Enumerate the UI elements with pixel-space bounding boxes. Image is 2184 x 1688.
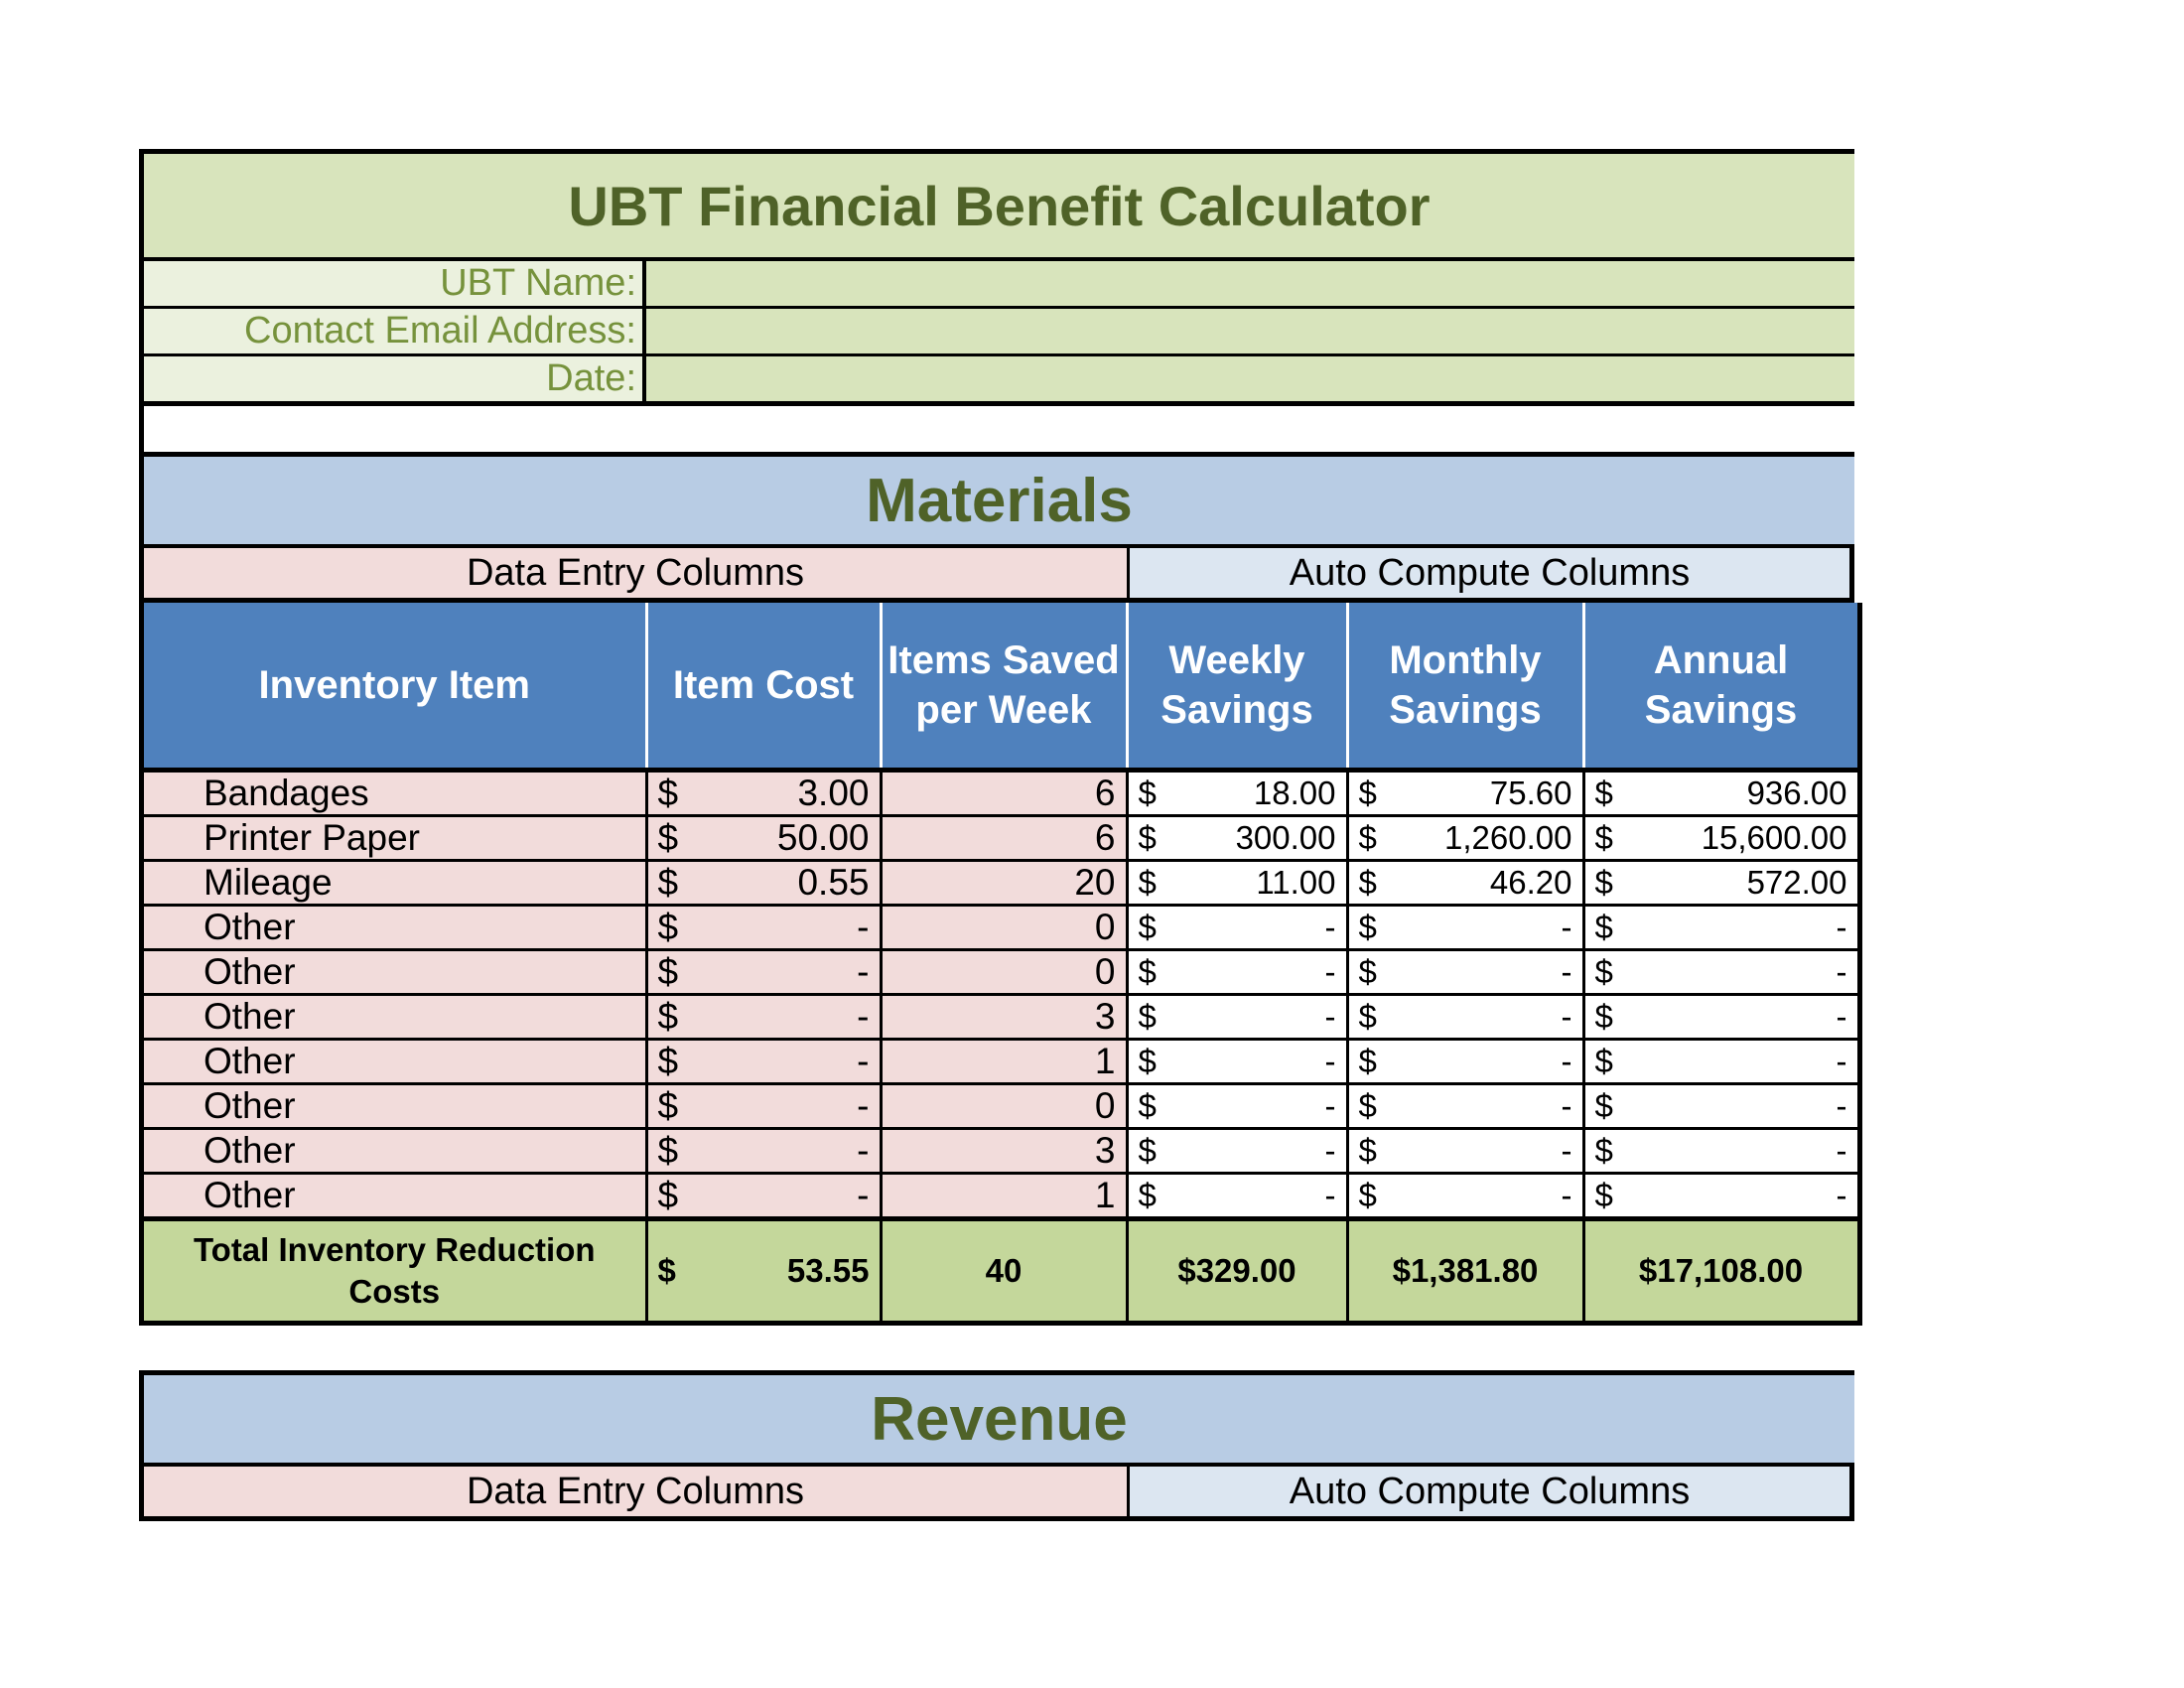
revenue-data-entry-label: Data Entry Columns bbox=[144, 1467, 1130, 1516]
auto-compute-columns-label: Auto Compute Columns bbox=[1130, 548, 1849, 598]
inventory-item-cell[interactable]: Other bbox=[144, 950, 646, 995]
currency-symbol: $ bbox=[1358, 1177, 1377, 1213]
annual-savings-cell-value: - bbox=[1836, 1087, 1847, 1124]
header-item-cost: Item Cost bbox=[646, 603, 881, 771]
total-weekly: $329.00 bbox=[1127, 1219, 1347, 1324]
info-value-field[interactable] bbox=[646, 309, 1854, 353]
info-value-field[interactable] bbox=[646, 356, 1854, 401]
currency-symbol: $ bbox=[1138, 774, 1157, 811]
currency-symbol: $ bbox=[657, 817, 679, 858]
header-monthly-savings: Monthly Savings bbox=[1347, 603, 1583, 771]
annual-savings-cell-value: - bbox=[1836, 1177, 1847, 1213]
annual-savings-cell-value: - bbox=[1836, 998, 1847, 1035]
table-row bbox=[144, 1129, 1859, 1174]
annual-savings-cell-value: 572.00 bbox=[1746, 864, 1847, 901]
weekly-savings-cell bbox=[1127, 771, 1347, 816]
total-annual: $17,108.00 bbox=[1583, 1219, 1859, 1324]
currency-symbol: $ bbox=[657, 1085, 679, 1126]
weekly-savings-cell-value: - bbox=[1324, 909, 1336, 945]
item-cost-cell-value: - bbox=[857, 1085, 870, 1126]
item-cost-cell[interactable] bbox=[646, 1129, 881, 1174]
weekly-savings-cell bbox=[1127, 906, 1347, 950]
items-saved-cell[interactable]: 1 bbox=[881, 1174, 1127, 1219]
annual-savings-cell bbox=[1583, 950, 1859, 995]
monthly-savings-cell-value: - bbox=[1561, 1177, 1572, 1213]
table-row bbox=[144, 1084, 1859, 1129]
inventory-item-cell[interactable]: Mileage bbox=[144, 861, 646, 906]
item-cost-cell[interactable] bbox=[646, 1174, 881, 1219]
materials-heading: Materials bbox=[144, 457, 1854, 548]
header-weekly-savings: Weekly Savings bbox=[1127, 603, 1347, 771]
total-row bbox=[144, 1219, 1859, 1324]
total-monthly: $1,381.80 bbox=[1347, 1219, 1583, 1324]
currency-symbol: $ bbox=[1138, 953, 1157, 990]
monthly-savings-cell-value: 75.60 bbox=[1489, 774, 1572, 811]
monthly-savings-cell bbox=[1347, 1174, 1583, 1219]
currency-symbol: $ bbox=[1138, 1132, 1157, 1169]
total-label: Total Inventory Reduction Costs bbox=[144, 1219, 646, 1324]
items-saved-cell[interactable]: 3 bbox=[881, 1129, 1127, 1174]
item-cost-cell-value: - bbox=[857, 1041, 870, 1081]
currency-symbol: $ bbox=[1594, 998, 1613, 1035]
weekly-savings-cell bbox=[1127, 1174, 1347, 1219]
currency-symbol: $ bbox=[1358, 864, 1377, 901]
column-group-row bbox=[144, 548, 1854, 603]
currency-symbol: $ bbox=[657, 1175, 679, 1215]
revenue-heading: Revenue bbox=[144, 1375, 1854, 1467]
monthly-savings-cell-value: - bbox=[1561, 1132, 1572, 1169]
currency-symbol: $ bbox=[657, 862, 679, 903]
currency-symbol: $ bbox=[657, 907, 679, 947]
weekly-savings-cell-value: 11.00 bbox=[1256, 864, 1336, 901]
annual-savings-cell-value: - bbox=[1836, 909, 1847, 945]
item-cost-cell[interactable] bbox=[646, 861, 881, 906]
info-label: UBT Name: bbox=[144, 261, 646, 306]
annual-savings-cell bbox=[1583, 995, 1859, 1040]
total-saved: 40 bbox=[881, 1219, 1127, 1324]
info-label: Contact Email Address: bbox=[144, 309, 646, 353]
monthly-savings-cell bbox=[1347, 1129, 1583, 1174]
table-row bbox=[144, 906, 1859, 950]
currency-symbol: $ bbox=[1358, 998, 1377, 1035]
header-inventory-item: Inventory Item bbox=[144, 603, 646, 771]
weekly-savings-cell bbox=[1127, 816, 1347, 861]
currency-symbol: $ bbox=[1594, 1043, 1613, 1079]
info-value-field[interactable] bbox=[646, 261, 1854, 306]
table-row bbox=[144, 1174, 1859, 1219]
monthly-savings-cell bbox=[1347, 906, 1583, 950]
currency-symbol: $ bbox=[1594, 953, 1613, 990]
monthly-savings-cell bbox=[1347, 995, 1583, 1040]
items-saved-cell[interactable]: 3 bbox=[881, 995, 1127, 1040]
annual-savings-cell bbox=[1583, 861, 1859, 906]
weekly-savings-cell-value: 18.00 bbox=[1253, 774, 1336, 811]
table-row bbox=[144, 816, 1859, 861]
info-row bbox=[144, 261, 1854, 309]
table-row bbox=[144, 861, 1859, 906]
item-cost-cell-value: - bbox=[857, 907, 870, 947]
currency-symbol: $ bbox=[1594, 774, 1613, 811]
inventory-item-cell[interactable]: Printer Paper bbox=[144, 816, 646, 861]
item-cost-cell[interactable] bbox=[646, 950, 881, 995]
monthly-savings-cell-value: 1,260.00 bbox=[1444, 819, 1572, 856]
items-saved-cell[interactable]: 0 bbox=[881, 906, 1127, 950]
weekly-savings-cell-value: - bbox=[1324, 1177, 1336, 1213]
weekly-savings-cell bbox=[1127, 950, 1347, 995]
materials-table bbox=[144, 603, 1862, 1326]
weekly-savings-cell-value: - bbox=[1324, 1043, 1336, 1079]
currency-symbol: $ bbox=[1138, 909, 1157, 945]
calculator-title: UBT Financial Benefit Calculator bbox=[144, 154, 1854, 261]
annual-savings-cell-value: - bbox=[1836, 1043, 1847, 1079]
annual-savings-cell bbox=[1583, 771, 1859, 816]
inventory-item-cell[interactable]: Other bbox=[144, 1040, 646, 1084]
title-block bbox=[139, 149, 1854, 406]
monthly-savings-cell-value: - bbox=[1561, 953, 1572, 990]
items-saved-cell[interactable]: 20 bbox=[881, 861, 1127, 906]
items-saved-cell[interactable]: 6 bbox=[881, 771, 1127, 816]
item-cost-cell-value: - bbox=[857, 996, 870, 1037]
weekly-savings-cell bbox=[1127, 1084, 1347, 1129]
currency-symbol: $ bbox=[657, 996, 679, 1037]
inventory-item-cell[interactable]: Bandages bbox=[144, 771, 646, 816]
info-fields bbox=[144, 261, 1854, 401]
currency-symbol: $ bbox=[1358, 819, 1377, 856]
currency-symbol: $ bbox=[657, 1130, 679, 1171]
monthly-savings-cell bbox=[1347, 1040, 1583, 1084]
monthly-savings-cell-value: - bbox=[1561, 998, 1572, 1035]
header-annual-savings: Annual Savings bbox=[1583, 603, 1859, 771]
item-cost-cell[interactable] bbox=[646, 816, 881, 861]
item-cost-cell[interactable] bbox=[646, 1084, 881, 1129]
currency-symbol: $ bbox=[1138, 1087, 1157, 1124]
revenue-auto-compute-label: Auto Compute Columns bbox=[1130, 1467, 1849, 1516]
header-items-saved: Items Saved per Week bbox=[881, 603, 1127, 771]
inventory-item-cell[interactable]: Other bbox=[144, 1084, 646, 1129]
items-saved-cell[interactable]: 6 bbox=[881, 816, 1127, 861]
currency-symbol: $ bbox=[1138, 1177, 1157, 1213]
currency-symbol: $ bbox=[1138, 998, 1157, 1035]
monthly-savings-cell-value: - bbox=[1561, 1043, 1572, 1079]
spreadsheet-sheet bbox=[139, 149, 1854, 1521]
inventory-item-cell[interactable]: Other bbox=[144, 906, 646, 950]
weekly-savings-cell bbox=[1127, 995, 1347, 1040]
monthly-savings-cell bbox=[1347, 861, 1583, 906]
currency-symbol: $ bbox=[1594, 819, 1613, 856]
annual-savings-cell bbox=[1583, 1174, 1859, 1219]
item-cost-cell-value: - bbox=[857, 1175, 870, 1215]
currency-symbol: $ bbox=[1358, 953, 1377, 990]
currency-symbol: $ bbox=[1594, 1177, 1613, 1213]
currency-symbol: $ bbox=[1358, 774, 1377, 811]
materials-header-row bbox=[144, 603, 1859, 771]
info-label: Date: bbox=[144, 356, 646, 401]
monthly-savings-cell-value: 46.20 bbox=[1489, 864, 1572, 901]
currency-symbol: $ bbox=[1358, 1043, 1377, 1079]
monthly-savings-cell bbox=[1347, 950, 1583, 995]
table-row bbox=[144, 1040, 1859, 1084]
currency-symbol: $ bbox=[1594, 1132, 1613, 1169]
currency-symbol: $ bbox=[1138, 1043, 1157, 1079]
table-row bbox=[144, 995, 1859, 1040]
currency-symbol: $ bbox=[1358, 1132, 1377, 1169]
item-cost-cell[interactable] bbox=[646, 1040, 881, 1084]
annual-savings-cell bbox=[1583, 906, 1859, 950]
revenue-column-group-row bbox=[144, 1467, 1854, 1521]
currency-symbol: $ bbox=[1358, 909, 1377, 945]
annual-savings-cell-value: 936.00 bbox=[1746, 774, 1847, 811]
monthly-savings-cell bbox=[1347, 771, 1583, 816]
annual-savings-cell-value: - bbox=[1836, 953, 1847, 990]
weekly-savings-cell-value: - bbox=[1324, 953, 1336, 990]
inventory-item-cell[interactable]: Other bbox=[144, 1174, 646, 1219]
items-saved-cell[interactable]: 1 bbox=[881, 1040, 1127, 1084]
annual-savings-cell-value: - bbox=[1836, 1132, 1847, 1169]
currency-symbol: $ bbox=[1594, 1087, 1613, 1124]
annual-savings-cell bbox=[1583, 1040, 1859, 1084]
item-cost-cell-value: 3.00 bbox=[797, 773, 870, 813]
item-cost-cell[interactable] bbox=[646, 771, 881, 816]
monthly-savings-cell-value: - bbox=[1561, 909, 1572, 945]
weekly-savings-cell bbox=[1127, 1040, 1347, 1084]
weekly-savings-cell bbox=[1127, 861, 1347, 906]
currency-symbol: $ bbox=[1358, 1087, 1377, 1124]
currency-symbol: $ bbox=[1138, 819, 1157, 856]
currency-symbol: $ bbox=[657, 773, 679, 813]
currency-symbol: $ bbox=[1594, 909, 1613, 945]
item-cost-cell-value: - bbox=[857, 1130, 870, 1171]
total-cost-cell bbox=[646, 1219, 881, 1324]
annual-savings-cell bbox=[1583, 1129, 1859, 1174]
info-row bbox=[144, 309, 1854, 356]
total-cost: 53.55 bbox=[786, 1252, 870, 1289]
inventory-item-cell[interactable]: Other bbox=[144, 995, 646, 1040]
table-row bbox=[144, 950, 1859, 995]
total-currency-symbol: $ bbox=[657, 1252, 676, 1289]
monthly-savings-cell bbox=[1347, 1084, 1583, 1129]
items-saved-cell[interactable]: 0 bbox=[881, 950, 1127, 995]
weekly-savings-cell-value: 300.00 bbox=[1235, 819, 1336, 856]
currency-symbol: $ bbox=[1594, 864, 1613, 901]
weekly-savings-cell-value: - bbox=[1324, 1132, 1336, 1169]
item-cost-cell-value: 0.55 bbox=[797, 862, 870, 903]
data-entry-columns-label: Data Entry Columns bbox=[144, 548, 1130, 598]
revenue-section bbox=[139, 1370, 1854, 1521]
currency-symbol: $ bbox=[657, 1041, 679, 1081]
item-cost-cell[interactable] bbox=[646, 906, 881, 950]
item-cost-cell-value: - bbox=[857, 951, 870, 992]
items-saved-cell[interactable]: 0 bbox=[881, 1084, 1127, 1129]
item-cost-cell[interactable] bbox=[646, 995, 881, 1040]
spacer-row bbox=[139, 406, 1854, 457]
weekly-savings-cell-value: - bbox=[1324, 1087, 1336, 1124]
annual-savings-cell bbox=[1583, 1084, 1859, 1129]
item-cost-cell-value: 50.00 bbox=[776, 817, 870, 858]
monthly-savings-cell-value: - bbox=[1561, 1087, 1572, 1124]
annual-savings-cell-value: 15,600.00 bbox=[1701, 819, 1847, 856]
table-row bbox=[144, 771, 1859, 816]
info-row bbox=[144, 356, 1854, 401]
annual-savings-cell bbox=[1583, 816, 1859, 861]
currency-symbol: $ bbox=[657, 951, 679, 992]
materials-section bbox=[139, 457, 1854, 1326]
weekly-savings-cell bbox=[1127, 1129, 1347, 1174]
weekly-savings-cell-value: - bbox=[1324, 998, 1336, 1035]
inventory-item-cell[interactable]: Other bbox=[144, 1129, 646, 1174]
monthly-savings-cell bbox=[1347, 816, 1583, 861]
currency-symbol: $ bbox=[1138, 864, 1157, 901]
